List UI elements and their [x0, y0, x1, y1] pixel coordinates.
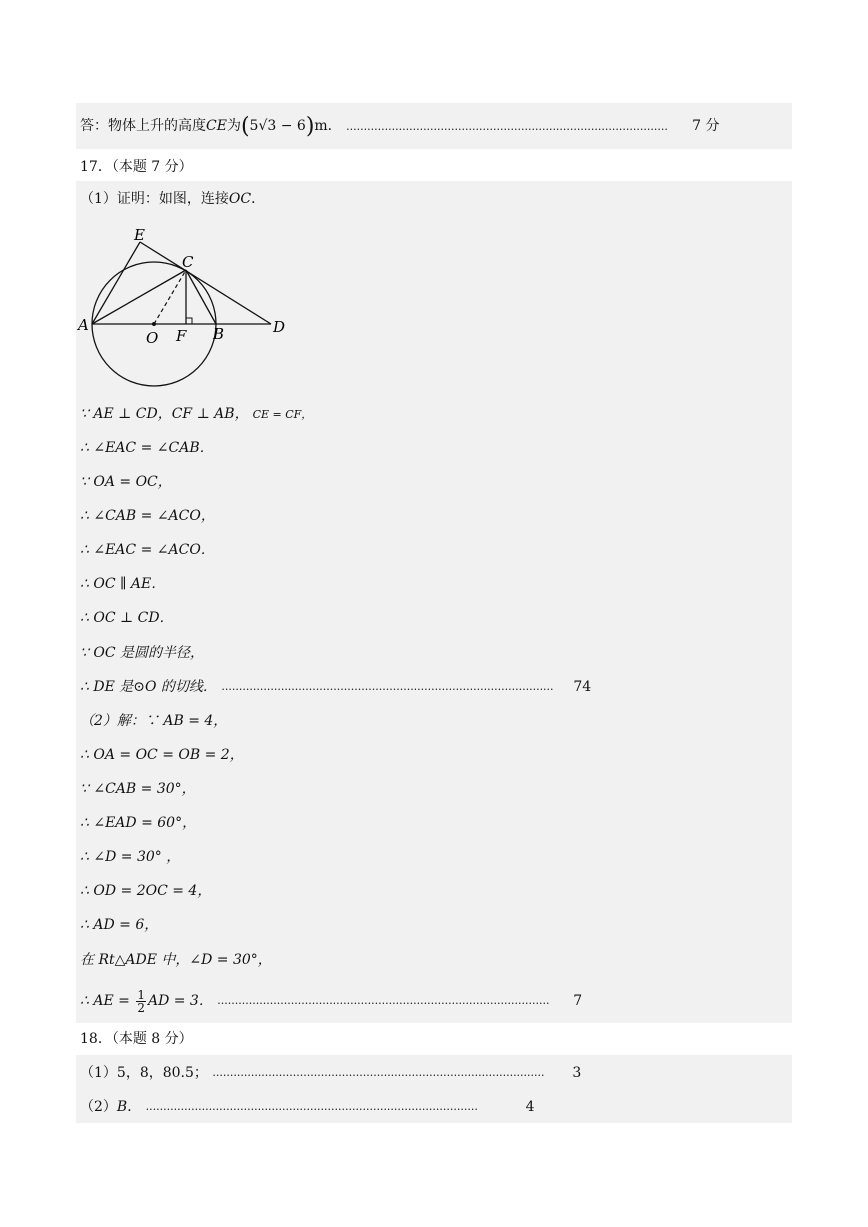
- segment-ac: [92, 270, 186, 324]
- dot-leader: ...............................................................................................: [217, 994, 550, 1007]
- center-point: [152, 322, 156, 326]
- step-1: ∵ AE ⊥ CD，CF ⊥ AB， CE = CF，: [80, 406, 313, 422]
- label-o: O: [146, 329, 159, 347]
- step-2: ∴ ∠EAC = ∠CAB．: [80, 440, 214, 456]
- part2-step-2: ∴ OA = OC = OB = 2，: [80, 747, 244, 763]
- dot-leader: ............................................................................................: [346, 120, 668, 133]
- q18-line-2: （2）B． ............................................................................................... 4: [80, 1099, 535, 1115]
- part2-step-1: （2）解：∵ AB = 4，: [80, 713, 228, 729]
- fraction-half: $\frac{1}{2}$: [137, 987, 145, 1015]
- label-f: F: [176, 327, 187, 345]
- segment-cb: [186, 270, 216, 324]
- label-d: D: [273, 318, 286, 336]
- label-e: E: [134, 226, 145, 244]
- right-angle-mark: [186, 318, 192, 324]
- answer16-expr: 5√3 − 6: [249, 118, 306, 134]
- dot-leader: ...............................................................................................: [212, 1066, 545, 1079]
- dot-leader: ...............................................................................................: [145, 1100, 478, 1113]
- part2-step-4: ∴ ∠EAD = 60°，: [80, 815, 197, 831]
- label-b: B: [213, 325, 225, 343]
- answer16-line: 答：物体上升的高度CE为(5√3 − 6)m． ............................................................................................ 7 分: [80, 114, 720, 139]
- score: 4: [525, 1099, 535, 1115]
- q17-intro: （1）证明：如图，连接OC．: [80, 191, 266, 207]
- label-c: C: [182, 253, 194, 271]
- step-7: ∴ OC ⊥ CD．: [80, 610, 174, 626]
- q18-line-1: （1）5，8，80.5； ............................................................................................... 3: [80, 1065, 582, 1081]
- score: 74: [573, 679, 592, 695]
- score: 7 分: [692, 118, 720, 134]
- segment-oc: [154, 270, 186, 324]
- segment-ae: [92, 242, 140, 324]
- part2-step-3: ∵ ∠CAB = 30°，: [80, 781, 196, 797]
- step-4: ∴ ∠CAB = ∠ACO，: [80, 508, 215, 524]
- segment-ed: [140, 242, 271, 324]
- dot-leader: ...............................................................................................: [221, 680, 554, 693]
- label-a: A: [78, 316, 89, 334]
- step-8: ∵ OC 是圆的半径，: [80, 645, 204, 661]
- part2-step-8: 在 Rt△ADE 中，∠D = 30°，: [80, 952, 272, 968]
- score: 3: [572, 1065, 582, 1081]
- q18-header: 18．（本题 8 分）: [80, 1031, 193, 1047]
- q17-header: 17．（本题 7 分）: [80, 159, 193, 175]
- step-6: ∴ OC ∥ AE．: [80, 576, 166, 592]
- step-5: ∴ ∠EAC = ∠ACO．: [80, 542, 215, 558]
- step-9: ∴ DE 是⊙O 的切线． ............................................................................................... 74: [80, 679, 592, 695]
- geometry-figure: [76, 222, 296, 392]
- score: 7: [573, 993, 583, 1009]
- part2-step-5: ∴ ∠D = 30° ，: [80, 849, 181, 865]
- part2-step-9: ∴ AE = $\frac{1}{2}$ AD = 3． ............................................................................................... 7: [80, 987, 583, 1015]
- step-3: ∵ OA = OC，: [80, 474, 172, 490]
- part2-step-6: ∴ OD = 2OC = 4，: [80, 883, 212, 899]
- part2-step-7: ∴ AD = 6，: [80, 917, 159, 933]
